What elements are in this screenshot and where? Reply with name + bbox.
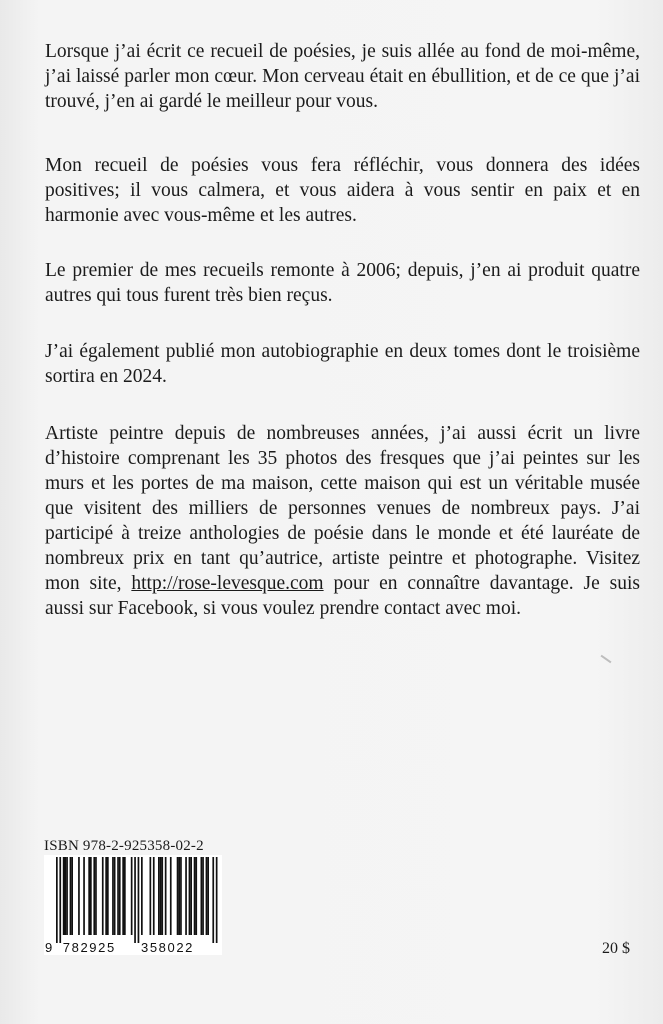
barcode-bar — [212, 857, 214, 943]
barcode-bar — [170, 857, 172, 935]
paragraph-benefits: Mon recueil de poésies vous fera réfléchir, vous donnera des idées positives; il vous calmera, et vous aidera à vous sentir en paix et en harmonie avec vous-même et les autres. — [45, 155, 640, 226]
barcode-bar — [95, 857, 97, 935]
barcode-bar — [59, 857, 61, 943]
barcode-bar — [66, 857, 68, 935]
barcode-bar — [83, 857, 85, 935]
barcode-bar — [134, 857, 136, 943]
barcode-bar — [122, 857, 124, 935]
barcode-bar — [201, 857, 203, 935]
barcode-bar — [202, 857, 204, 935]
price-label: 20 $ — [602, 940, 630, 957]
barcode-bar — [190, 857, 192, 935]
barcode-bar — [138, 857, 140, 943]
scan-mark — [601, 655, 612, 664]
barcode-bar — [70, 857, 72, 935]
barcode-bar — [161, 857, 163, 935]
barcode-bar — [160, 857, 162, 935]
barcode-bar — [206, 857, 208, 935]
barcode-bar — [117, 857, 119, 935]
isbn-label: ISBN 978-2-925358-02-2 — [44, 838, 204, 854]
barcode-digits: 9 — [45, 940, 54, 955]
bio-text-end: pour en connaître davantage. Je suis aussi sur Facebook, si vous voulez prendre contact avec moi. — [45, 573, 640, 619]
barcode-bar — [78, 857, 80, 935]
barcode-bar — [158, 857, 160, 935]
barcode-bar — [119, 857, 121, 935]
barcode-bar — [131, 857, 133, 935]
barcode-bar — [216, 857, 218, 943]
barcode-bar — [102, 857, 104, 935]
barcode-digits: 782925 — [62, 940, 116, 955]
barcode-bar — [195, 857, 197, 935]
barcode-bar — [165, 857, 167, 935]
barcode-bar — [178, 857, 180, 935]
barcode-graphic — [44, 855, 222, 955]
barcode-bar — [90, 857, 92, 935]
paragraph-author-bio — [45, 421, 640, 621]
bio-text-start: Artiste peintre depuis de nombreuses années, j’ai aussi écrit un livre d’histoire comprenant les 35 photos des fresques que j’ai peintes sur les murs et les portes de ma maison, cette maison qui est un véritable musée que visitent des milliers de personnes venues de nombreux pays. J’ai participé à treize anthologies de poésie dans le monde et été lauréate de nombreux prix en tant qu’autrice, artiste peintre et photographe. Visitez mon site, — [45, 423, 640, 594]
barcode-bar — [150, 857, 152, 935]
website-link[interactable]: http://rose-levesque.com — [131, 573, 324, 594]
barcode — [44, 855, 222, 955]
barcode-bar — [153, 857, 155, 935]
barcode-bar — [180, 857, 182, 935]
barcode-bar — [88, 857, 90, 935]
barcode-bar — [177, 857, 179, 935]
barcode-bar — [93, 857, 95, 935]
paragraph-previous-works: Le premier de mes recueils remonte à 2006; depuis, j’en ai produit quatre autres qui tous furent très bien reçus. — [45, 260, 640, 306]
barcode-bar — [207, 857, 209, 935]
barcode-bar — [124, 857, 126, 935]
barcode-bar — [107, 857, 109, 935]
barcode-bar — [194, 857, 196, 935]
barcode-bar — [63, 857, 65, 935]
barcode-bar — [141, 857, 143, 935]
barcode-bar — [56, 857, 58, 943]
paragraph-autobiography: J’ai également publié mon autobiographie en deux tomes dont le troisième sortira en 2024. — [45, 341, 640, 387]
barcode-bar — [105, 857, 107, 935]
barcode-bar — [114, 857, 116, 935]
barcode-digits: 358022 — [141, 940, 194, 955]
barcode-bar — [71, 857, 73, 935]
barcode-bar — [112, 857, 114, 935]
barcode-bar — [189, 857, 191, 935]
paragraph-intro: Lorsque j’ai écrit ce recueil de poésies, je suis allée au fond de moi-même, j’ai laissé parler mon cœur. Mon cerveau était en ébullition, et de ce que j’ai trouvé, j’en ai gardé le meilleur pour vous. — [45, 41, 640, 112]
barcode-bar — [65, 857, 67, 935]
barcode-bar — [185, 857, 187, 935]
